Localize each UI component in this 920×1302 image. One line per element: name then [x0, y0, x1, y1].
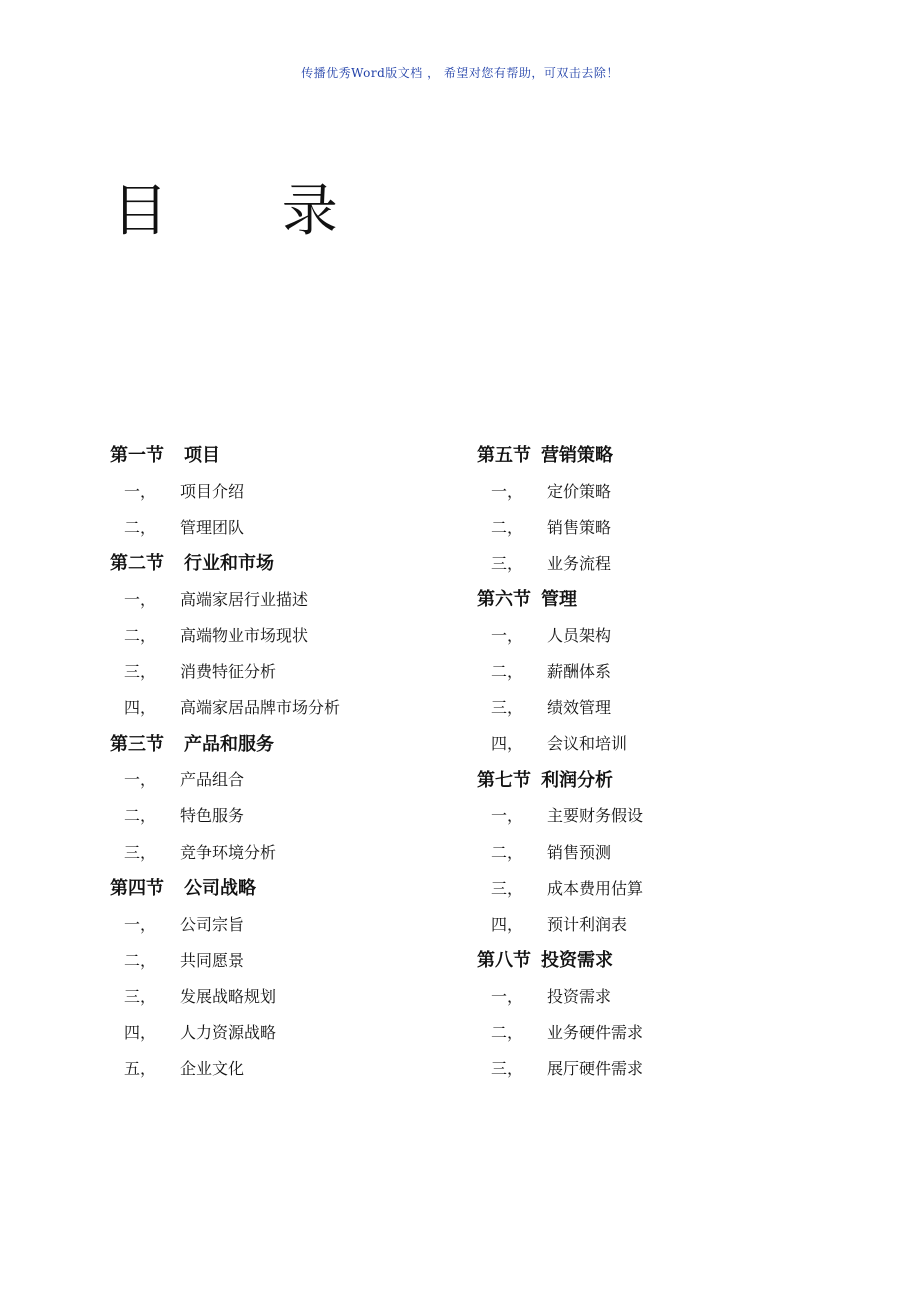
section-title: 行业和市场 — [184, 553, 274, 575]
section-title: 公司战略 — [184, 878, 256, 900]
toc-section-heading[interactable] — [477, 580, 837, 616]
entry-title: 定价策略 — [547, 481, 612, 501]
entry-number: 三， — [124, 986, 157, 1006]
section-title: 项目 — [184, 445, 220, 467]
entry-title: 共同愿景 — [180, 950, 245, 970]
toc-entry[interactable] — [110, 905, 470, 941]
toc-entry[interactable] — [477, 1014, 837, 1050]
section-number: 第二节 — [110, 553, 164, 575]
entry-number: 二， — [491, 842, 524, 862]
entry-number: 三， — [491, 553, 524, 573]
toc-section-heading[interactable] — [110, 869, 470, 905]
entry-title: 消费特征分析 — [180, 662, 277, 682]
entry-number: 四， — [491, 734, 524, 754]
toc-entry[interactable] — [477, 833, 837, 869]
section-title: 利润分析 — [541, 769, 613, 791]
toc-entry[interactable] — [477, 689, 837, 725]
entry-title: 销售预测 — [547, 842, 612, 862]
entry-title: 销售策略 — [547, 517, 612, 537]
toc-entry[interactable] — [110, 616, 470, 652]
entry-number: 一， — [491, 806, 524, 826]
entry-title: 成本费用估算 — [547, 878, 644, 898]
entry-number: 一， — [491, 986, 524, 1006]
toc-entry[interactable] — [110, 761, 470, 797]
toc-section-heading[interactable] — [477, 941, 837, 977]
toc-entry[interactable] — [477, 869, 837, 905]
entry-number: 一， — [124, 481, 157, 501]
entry-title: 公司宗旨 — [180, 914, 245, 934]
entry-title: 预计利润表 — [547, 914, 628, 934]
entry-number: 二， — [491, 662, 524, 682]
toc-entry[interactable] — [477, 725, 837, 761]
entry-number: 四， — [124, 698, 157, 718]
entry-number: 三， — [491, 1059, 524, 1079]
entry-number: 二， — [124, 517, 157, 537]
toc-section-heading[interactable] — [110, 725, 470, 761]
entry-number: 三， — [124, 842, 157, 862]
toc-entry[interactable] — [477, 797, 837, 833]
entry-title: 会议和培训 — [547, 734, 628, 754]
section-number: 第五节 — [477, 445, 531, 467]
toc-entry[interactable] — [110, 472, 470, 508]
entry-title: 薪酬体系 — [547, 662, 612, 682]
section-title: 管理 — [541, 589, 577, 611]
toc-entry[interactable] — [477, 508, 837, 544]
entry-number: 三， — [491, 878, 524, 898]
section-number: 第一节 — [110, 445, 164, 467]
entry-number: 二， — [124, 950, 157, 970]
toc-entry[interactable] — [110, 833, 470, 869]
header-note: 传播优秀Word版文档 ， 希望对您有帮助，可双击去除！ — [301, 66, 619, 80]
entry-title: 管理团队 — [180, 517, 245, 537]
section-title: 投资需求 — [541, 950, 613, 972]
entry-title: 特色服务 — [180, 806, 245, 826]
section-title: 产品和服务 — [184, 733, 274, 755]
section-number: 第六节 — [477, 589, 531, 611]
entry-number: 一， — [124, 914, 157, 934]
entry-title: 主要财务假设 — [547, 806, 644, 826]
toc-entry[interactable] — [477, 544, 837, 580]
toc-section-heading[interactable] — [110, 436, 470, 472]
entry-title: 业务硬件需求 — [547, 1023, 644, 1043]
toc-entry[interactable] — [477, 616, 837, 652]
entry-title: 高端物业市场现状 — [180, 626, 309, 646]
toc-entry[interactable] — [110, 797, 470, 833]
toc-entry[interactable] — [477, 905, 837, 941]
entry-number: 四， — [491, 914, 524, 934]
section-number: 第七节 — [477, 769, 531, 791]
entry-title: 发展战略规划 — [180, 986, 277, 1006]
toc-entry[interactable] — [477, 1050, 837, 1086]
entry-title: 项目介绍 — [180, 481, 245, 501]
entry-number: 一， — [491, 626, 524, 646]
entry-number: 一， — [491, 481, 524, 501]
entry-title: 业务流程 — [547, 553, 612, 573]
entry-number: 二， — [124, 806, 157, 826]
section-title: 营销策略 — [541, 445, 613, 467]
section-number: 第三节 — [110, 733, 164, 755]
entry-number: 一， — [124, 770, 157, 790]
entry-number: 二， — [491, 1023, 524, 1043]
page-title: 目 录 — [112, 179, 386, 244]
toc-entry[interactable] — [477, 653, 837, 689]
toc-entry[interactable] — [110, 941, 470, 977]
entry-title: 企业文化 — [180, 1059, 245, 1079]
section-number: 第八节 — [477, 950, 531, 972]
entry-title: 绩效管理 — [547, 698, 612, 718]
entry-number: 五， — [124, 1059, 157, 1079]
entry-title: 高端家居品牌市场分析 — [180, 698, 341, 718]
entry-title: 投资需求 — [547, 986, 612, 1006]
entry-number: 一， — [124, 589, 157, 609]
toc-entry[interactable] — [110, 653, 470, 689]
entry-title: 人力资源战略 — [180, 1023, 277, 1043]
section-number: 第四节 — [110, 878, 164, 900]
entry-number: 三， — [491, 698, 524, 718]
toc-section-heading[interactable] — [110, 544, 470, 580]
toc-entry[interactable] — [110, 580, 470, 616]
toc-right-column — [477, 436, 837, 1086]
toc-left-column — [110, 436, 470, 1086]
toc-entry[interactable] — [477, 472, 837, 508]
entry-title: 产品组合 — [180, 770, 245, 790]
entry-number: 四， — [124, 1023, 157, 1043]
entry-number: 三， — [124, 662, 157, 682]
entry-title: 展厅硬件需求 — [547, 1059, 644, 1079]
toc-entry[interactable] — [110, 689, 470, 725]
entry-number: 二， — [491, 517, 524, 537]
toc-entry[interactable] — [110, 1014, 470, 1050]
entry-title: 竞争环境分析 — [180, 842, 277, 862]
toc-entry[interactable] — [110, 508, 470, 544]
toc-section-heading[interactable] — [477, 436, 837, 472]
entry-number: 二， — [124, 626, 157, 646]
toc-entry[interactable] — [477, 977, 837, 1013]
toc-section-heading[interactable] — [477, 761, 837, 797]
toc-entry[interactable] — [110, 977, 470, 1013]
toc-entry[interactable] — [110, 1050, 470, 1086]
entry-title: 高端家居行业描述 — [180, 589, 309, 609]
entry-title: 人员架构 — [547, 626, 612, 646]
